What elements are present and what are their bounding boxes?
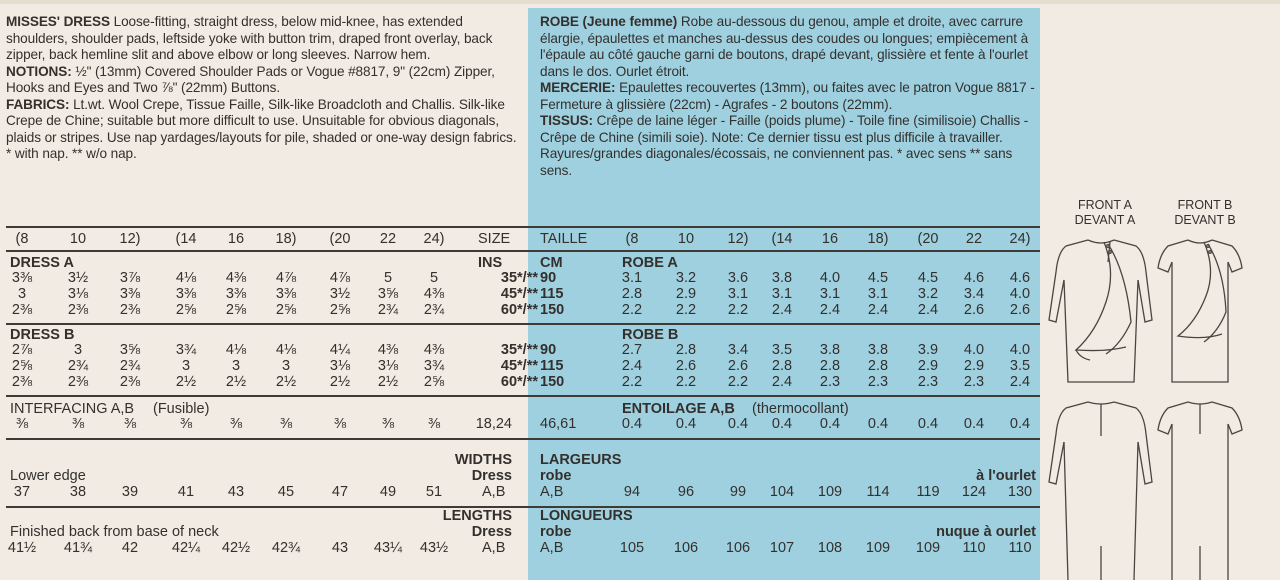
top-edge [0,0,1280,4]
rule-below-interfacing [6,438,1040,440]
metrage-cell: 2.8 [621,286,643,302]
lengths-cell: 41½ [7,540,37,556]
devant-a-text: DEVANT A [1074,213,1136,227]
widths-cell-fr: 96 [677,484,695,500]
fabric-width-in: 45*/** [500,358,538,374]
fabric-width-cm: 115 [540,358,564,374]
lengths-dress: Dress [471,524,512,540]
yardage-cell: 2½ [377,374,399,390]
lengths-sub: Finished back from base of neck [10,524,219,540]
widths-cell-fr: 99 [729,484,747,500]
metrage-cell: 4.6 [963,270,985,286]
entoilage-cell: 0.4 [917,416,939,432]
metrage-cell: 2.3 [819,374,841,390]
widths-ab: A,B [482,484,506,500]
widths-cell-fr: 130 [1007,484,1033,500]
metrage-cell: 2.2 [675,302,697,318]
yardage-cell: 3½ [67,270,89,286]
yardage-cell: 3½ [329,286,351,302]
rule-bottom [6,506,1040,508]
front-a-sketch [1046,232,1156,392]
interfacing-width-cm: 46,61 [540,416,577,432]
yardage-cell: 2⅝ [423,374,445,390]
unit-cm: CM [540,255,563,271]
section-label: DRESS B [10,327,75,343]
yardage-cell: 2⅜ [11,302,33,318]
metrage-cell: 2.4 [621,358,643,374]
rule-below-sizes [6,250,1040,252]
lengths-cell: 41¾ [63,540,93,556]
yardage-cell: 3⅜ [175,286,197,302]
widths-cell: 41 [177,484,195,500]
yardage-cell: 3 [73,342,83,358]
metrage-cell: 2.4 [819,302,841,318]
widths-robe: robe [540,468,572,484]
metrage-cell: 4.0 [963,342,985,358]
widths-cell: 37 [13,484,31,500]
metrage-cell: 2.9 [675,286,697,302]
widths-cell: 51 [425,484,443,500]
size-cell: 12) [119,231,141,247]
french-description [540,14,1038,179]
size-cell: (20 [329,231,351,247]
section-label-fr: ROBE B [622,327,679,343]
yardage-cell: 2½ [225,374,247,390]
entoilage-label: ENTOILAGE A,B [622,401,735,417]
widths-cell-fr: 124 [961,484,987,500]
widths-sub-fr: à l'ourlet [976,468,1036,484]
interfacing-sub: (Fusible) [153,401,210,417]
metrage-cell: 2.8 [867,358,889,374]
widths-ab-fr: A,B [540,484,564,500]
lengths-label: LENGTHS [442,508,512,524]
back-a-sketch [1046,396,1156,580]
yardage-cell: 2⅜ [11,374,33,390]
metrage-cell: 2.8 [771,358,793,374]
yardage-cell: 4⅛ [225,342,247,358]
widths-cell: 45 [277,484,295,500]
yardage-cell: 2⅝ [225,302,247,318]
taille-cell: 24) [1009,231,1031,247]
metrage-cell: 3.1 [727,286,749,302]
interfacing-cell: ⅜ [179,416,193,432]
taille-cell: 10 [677,231,695,247]
yardage-cell: 5 [383,270,393,286]
mercerie-label: MERCERIE: [540,80,616,95]
section-label-fr: ROBE A [622,255,678,271]
metrage-cell: 4.0 [819,270,841,286]
english-description [6,14,520,163]
lengths-cell: 42 [121,540,139,556]
fabric-width-in: 45*/** [500,286,538,302]
robe-title: ROBE (Jeune femme) [540,14,678,29]
yardage-cell: 3⅛ [377,358,399,374]
widths-cell: 38 [69,484,87,500]
widths-cell: 47 [331,484,349,500]
metrage-cell: 2.6 [1009,302,1031,318]
size-cell: 18) [275,231,297,247]
yardage-cell: 2¾ [119,358,141,374]
metrage-cell: 2.3 [917,374,939,390]
lengths-cell-fr: 110 [1008,540,1032,556]
lengths-cell: 43½ [419,540,449,556]
yardage-cell: 3⅞ [119,270,141,286]
entoilage-cell: 0.4 [771,416,793,432]
entoilage-cell: 0.4 [963,416,985,432]
metrage-cell: 2.4 [771,374,793,390]
metrage-cell: 3.8 [771,270,793,286]
size-cell: 22 [379,231,397,247]
yardage-cell: 3¾ [423,358,445,374]
entoilage-cell: 0.4 [727,416,749,432]
size-cell: 16 [227,231,245,247]
metrage-cell: 4.0 [1009,286,1031,302]
interfacing-cell: ⅜ [381,416,395,432]
widths-sub: Lower edge [10,468,86,484]
dress-title: MISSES' DRESS [6,14,110,29]
metrage-cell: 2.2 [727,302,749,318]
rule-top [6,226,1040,228]
lengths-cell-fr: 105 [619,540,645,556]
lengths-cell-fr: 107 [769,540,795,556]
lengths-cell: 43 [331,540,349,556]
metrage-cell: 3.9 [917,342,939,358]
yardage-cell: 2⅝ [275,302,297,318]
tissus-text: Crêpe de laine léger - Faille (poids plume) - Toile fine (similisoie) Challis - Crêpe de Chine (simili soie). Note: Ce dernier tissu est plus difficile à travailler. Rayures/grandes diagonales/écossais, ne conviennent pas. * avec sens ** sans sens. [540,113,1029,178]
widths-cell-fr: 109 [817,484,843,500]
yardage-cell: 2⅜ [119,374,141,390]
metrage-cell: 3.6 [727,270,749,286]
back-b-sketch [1150,396,1250,580]
fabric-width-in: 35*/** [500,342,538,358]
yardage-cell: 2⅜ [119,302,141,318]
taille-cell: 12) [727,231,749,247]
taille-cell: (20 [917,231,939,247]
metrage-cell: 2.9 [917,358,939,374]
interfacing-cell: ⅜ [427,416,441,432]
yardage-cell: 4⅛ [275,342,297,358]
metrage-cell: 2.2 [727,374,749,390]
size-cell: 24) [423,231,445,247]
widths-cell: 39 [121,484,139,500]
fabric-width-cm: 90 [540,270,557,286]
yardage-cell: 2⅝ [175,302,197,318]
notions-text: ½" (13mm) Covered Shoulder Pads or Vogue #8817, 9" (22cm) Zipper, Hooks and Eyes and Two ⅞" (22mm) Buttons. [6,63,495,95]
front-a-text: FRONT A [1078,198,1132,212]
yardage-cell: 2½ [175,374,197,390]
metrage-cell: 4.5 [917,270,939,286]
yardage-cell: 3¾ [175,342,197,358]
yardage-cell: 4⅞ [275,270,297,286]
metrage-cell: 3.1 [771,286,793,302]
fabric-width-in: 35*/** [500,270,538,286]
rule-below-dress-b [6,395,1040,397]
taille-cell: (14 [771,231,793,247]
metrage-cell: 3.4 [727,342,749,358]
yardage-cell: 2⅞ [11,342,33,358]
fabric-width-cm: 150 [540,302,565,318]
yardage-cell: 3⅛ [329,358,351,374]
metrage-cell: 2.6 [675,358,697,374]
lengths-label-fr: LONGUEURS [540,508,633,524]
lengths-cell-fr: 106 [725,540,751,556]
yardage-cell: 2¾ [423,302,445,318]
yardage-cell: 2⅝ [11,358,33,374]
lengths-cell-fr: 108 [817,540,843,556]
taille-cell: (8 [625,231,639,247]
entoilage-cell: 0.4 [675,416,697,432]
yardage-cell: 4⅜ [225,270,247,286]
yardage-cell: 5 [429,270,439,286]
fabric-width-cm: 150 [540,374,565,390]
widths-cell-fr: 114 [866,484,890,500]
lengths-cell: 42½ [221,540,251,556]
yardage-cell: 4⅜ [423,342,445,358]
lengths-ab: A,B [482,540,506,556]
taille-cell: 18) [867,231,889,247]
interfacing-cell: ⅜ [279,416,293,432]
yardage-cell: 2¾ [377,302,399,318]
yardage-cell: 3⅝ [377,286,399,302]
metrage-cell: 3.1 [867,286,889,302]
widths-dress: Dress [471,468,512,484]
yardage-cell: 2½ [329,374,351,390]
metrage-cell: 2.3 [963,374,985,390]
front-a-label [1060,198,1150,228]
yardage-cell: 2⅜ [67,302,89,318]
fabric-width-cm: 90 [540,342,557,358]
yardage-cell: 3 [181,358,191,374]
metrage-cell: 2.8 [675,342,697,358]
notions-label: NOTIONS: [6,63,72,79]
metrage-cell: 2.8 [819,358,841,374]
yardage-cell: 4⅜ [423,286,445,302]
front-b-sketch [1150,232,1250,392]
metrage-cell: 2.6 [963,302,985,318]
lengths-cell: 42¾ [271,540,301,556]
size-label: SIZE [478,231,511,247]
yardage-cell: 4¼ [329,342,351,358]
entoilage-cell: 0.4 [621,416,643,432]
lengths-robe: robe [540,524,572,540]
size-cell: 10 [69,231,87,247]
metrage-cell: 2.4 [771,302,793,318]
interfacing-label: INTERFACING A,B [10,401,135,417]
lengths-cell-fr: 109 [865,540,891,556]
yardage-cell: 2¾ [67,358,89,374]
interfacing-cell: ⅜ [123,416,137,432]
yardage-cell: 3⅜ [225,286,247,302]
metrage-cell: 2.3 [867,374,889,390]
taille-cell: 22 [965,231,983,247]
metrage-cell: 2.4 [1009,374,1031,390]
metrage-cell: 4.6 [1009,270,1031,286]
interfacing-width-in: 18,24 [475,416,512,432]
tissus-label: TISSUS: [540,113,593,128]
yardage-cell: 3 [281,358,291,374]
lengths-ab-fr: A,B [540,540,564,556]
metrage-cell: 3.1 [819,286,841,302]
fabrics-text: Lt.wt. Wool Crepe, Tissue Faille, Silk-like Broadcloth and Challis. Silk-like Crepe de Chine; suitable but more difficult to use. Unsuitable for obvious diagonals, plaids or stripes. Use nap yardages/layouts for pile, shaded or one-way design fabrics. * with nap. ** w/o nap. [6,96,517,161]
metrage-cell: 4.5 [867,270,889,286]
devant-b-text: DEVANT B [1174,213,1236,227]
interfacing-cell: ⅜ [71,416,85,432]
lengths-cell-fr: 106 [673,540,699,556]
interfacing-cell: ⅜ [15,416,29,432]
yardage-cell: 3 [231,358,241,374]
metrage-cell: 3.8 [867,342,889,358]
size-cell: (8 [15,231,29,247]
yardage-cell: 2½ [275,374,297,390]
dress-description: Loose-fitting, straight dress, below mid-knee, has extended shoulders, shoulder pads, leftside yoke with button trim, draped front overlay, back zipper, back hemline slit and above elbow or long sleeves. Narrow hem. [6,14,493,62]
entoilage-sub: (thermocollant) [752,401,849,417]
yardage-cell: 4⅞ [329,270,351,286]
lengths-sub-fr: nuque à ourlet [936,524,1036,540]
metrage-cell: 3.8 [819,342,841,358]
taille-label: TAILLE [540,231,588,247]
fabric-width-in: 60*/** [500,374,538,390]
metrage-cell: 2.6 [727,358,749,374]
interfacing-cell: ⅜ [229,416,243,432]
front-b-text: FRONT B [1177,198,1233,212]
yardage-cell: 3⅛ [67,286,89,302]
yardage-cell: 3⅜ [275,286,297,302]
metrage-cell: 3.2 [917,286,939,302]
entoilage-cell: 0.4 [867,416,889,432]
rule-below-dress-a [6,323,1040,325]
lengths-cell: 42¼ [171,540,201,556]
fabric-width-cm: 115 [540,286,564,302]
front-b-label [1160,198,1250,228]
metrage-cell: 3.4 [963,286,985,302]
widths-cell: 49 [379,484,397,500]
yardage-cell: 3⅜ [11,270,33,286]
metrage-cell: 2.4 [917,302,939,318]
lengths-cell-fr: 110 [962,540,986,556]
lengths-cell-fr: 109 [915,540,941,556]
size-cell: (14 [175,231,197,247]
section-label: DRESS A [10,255,74,271]
metrage-cell: 2.9 [963,358,985,374]
metrage-cell: 3.5 [771,342,793,358]
yardage-cell: 3⅜ [119,286,141,302]
yardage-cell: 2⅝ [329,302,351,318]
fabrics-label: FABRICS: [6,96,70,112]
unit-ins: INS [478,255,503,271]
widths-cell: 43 [227,484,245,500]
yardage-cell: 3 [17,286,27,302]
metrage-cell: 4.0 [1009,342,1031,358]
yardage-cell: 4⅜ [377,342,399,358]
robe-description: Robe au-dessous du genou, ample et droite, avec carrure élargie, épaulettes et manches au-dessus des coudes ou longues; empiècement à l'épaule au côté gauche garni de boutons, drapé devant, glissière et fente à l'ourlet dans le dos. Ourlet étroit. [540,14,1029,79]
metrage-cell: 2.2 [621,302,643,318]
entoilage-cell: 0.4 [1009,416,1031,432]
interfacing-cell: ⅜ [333,416,347,432]
entoilage-cell: 0.4 [819,416,841,432]
yardage-cell: 3⅝ [119,342,141,358]
taille-cell: 16 [821,231,839,247]
lengths-cell: 43¼ [373,540,403,556]
yardage-cell: 2⅜ [67,374,89,390]
widths-label: WIDTHS [454,452,512,468]
metrage-cell: 3.2 [675,270,697,286]
fabric-width-in: 60*/** [500,302,538,318]
metrage-cell: 3.1 [621,270,643,286]
metrage-cell: 2.2 [621,374,643,390]
widths-cell-fr: 104 [769,484,795,500]
metrage-cell: 2.2 [675,374,697,390]
mercerie-text: Epaulettes recouvertes (13mm), ou faites avec le patron Vogue 8817 - Fermeture à glissière (22cm) - Agrafes - 2 boutons (22mm). [540,80,1035,112]
widths-cell-fr: 94 [623,484,641,500]
yardage-cell: 4⅛ [175,270,197,286]
metrage-cell: 2.7 [621,342,643,358]
metrage-cell: 3.5 [1009,358,1031,374]
metrage-cell: 2.4 [867,302,889,318]
widths-label-fr: LARGEURS [540,452,622,468]
widths-cell-fr: 119 [916,484,940,500]
